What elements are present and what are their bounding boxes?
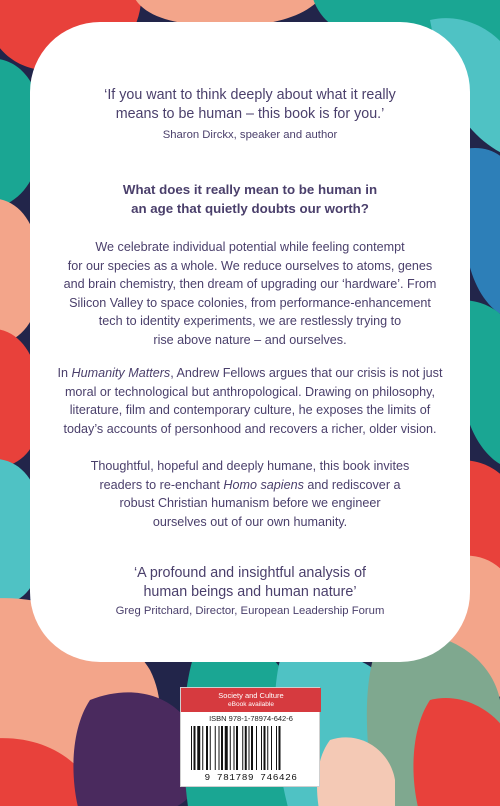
barcode-number: 9 781789 746426 bbox=[204, 772, 298, 783]
barcode-stripe bbox=[194, 726, 196, 770]
barcode-stripe bbox=[276, 726, 277, 770]
barcode-stripe bbox=[191, 726, 192, 770]
isbn-text: ISBN 978-1-78974-642-6 bbox=[209, 714, 293, 723]
barcode-stripe bbox=[267, 726, 268, 770]
category-label: Society and Culture bbox=[218, 691, 284, 700]
blurb-paragraph-2: In Humanity Matters, Andrew Fellows argues that our crisis is not just moral or technological but anthropological. Drawing on philosophy, literature, film and contemporary culture, he exposes the limits of today’s accounts of personhood and recovers a richer, older vision. bbox=[57, 366, 443, 436]
category-band bbox=[181, 688, 321, 712]
barcode-stripe bbox=[264, 726, 266, 770]
barcode-stripe bbox=[210, 726, 211, 770]
bottom-endorsement-quote: ‘A profound and insightful analysis of human beings and human nature’ bbox=[133, 565, 367, 600]
barcode-stripe bbox=[197, 726, 200, 770]
top-endorsement-quote: ‘If you want to think deeply about what it really means to be human – this book is for you.’ bbox=[104, 87, 396, 122]
barcode-stripe bbox=[202, 726, 203, 770]
back-cover-text-panel bbox=[30, 22, 470, 662]
barcode-stripe bbox=[236, 726, 238, 770]
barcode-stripe bbox=[215, 726, 216, 770]
barcode-stripe bbox=[256, 726, 257, 770]
species-name: Homo sapiens bbox=[223, 477, 304, 492]
blurb-paragraph-1: We celebrate individual potential while feeling contempt for our species as a whole. We reduce ourselves to atoms, genes and brain chemistry, then dream of upgrading our ‘hardware’. From Silicon Valley to space colonies, from performance-enhancement tech to identity experiments, we are restlessly trying to rise above nature – and ourselves. bbox=[63, 240, 437, 347]
barcode-stripe bbox=[234, 726, 235, 770]
barcode-stripe bbox=[219, 726, 220, 770]
ebook-label: eBook available bbox=[228, 701, 274, 708]
barcode-stripe bbox=[225, 726, 228, 770]
barcode-box bbox=[180, 687, 320, 787]
barcode-stripe bbox=[245, 726, 247, 770]
book-title: Humanity Matters bbox=[71, 366, 171, 380]
barcode-graphic bbox=[189, 726, 313, 770]
barcode-stripe bbox=[206, 726, 208, 770]
bottom-endorsement-attribution: Greg Pritchard, Director, European Leadership Forum bbox=[115, 605, 385, 617]
barcode-stripe bbox=[251, 726, 253, 770]
barcode-stripe bbox=[261, 726, 262, 770]
barcode-stripe bbox=[249, 726, 250, 770]
headline: What does it really mean to be human in an age that quietly doubts our worth? bbox=[122, 182, 378, 216]
barcode-stripe bbox=[230, 726, 231, 770]
barcode-stripe bbox=[271, 726, 272, 770]
barcode-stripe bbox=[242, 726, 243, 770]
blurb-paragraph-3: Thoughtful, hopeful and deeply humane, this book invites readers to re-enchant Homo sapiens and rediscover a robust Christian humanism before we engineer ourselves out of our own humanity. bbox=[90, 459, 410, 529]
top-endorsement-attribution: Sharon Dirckx, speaker and author bbox=[162, 129, 338, 141]
barcode-stripe bbox=[279, 726, 281, 770]
barcode-stripe bbox=[221, 726, 223, 770]
